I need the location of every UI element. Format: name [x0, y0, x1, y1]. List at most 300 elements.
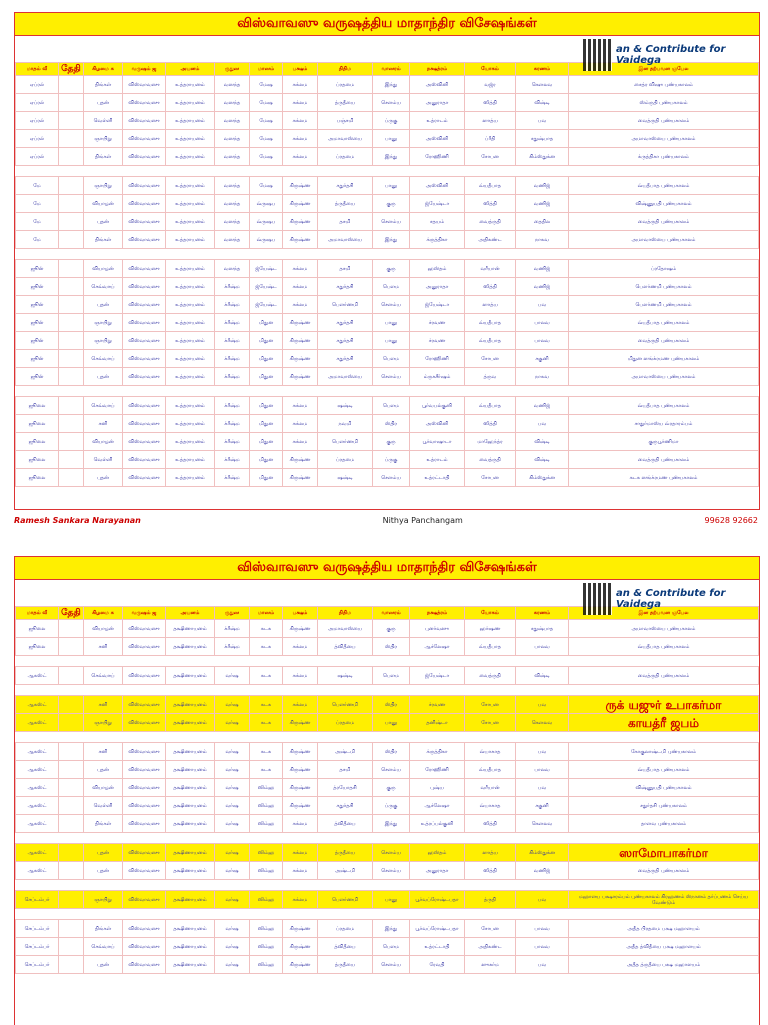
table-cell: பூர்வப்ரோஷ்டபதா	[410, 920, 465, 938]
column-header: மாதம் வீ	[16, 607, 59, 620]
table-cell: ஞாயிறு	[84, 891, 123, 909]
table-cell: சோபன	[465, 920, 516, 938]
event-cell: சதுர்தசி புண்யகாலம்	[569, 797, 759, 815]
table-cell: தக்ஷிணாயனம்	[166, 620, 215, 638]
table-cell: ம்ருகசீர்ஷம்	[410, 368, 465, 386]
table-cell: அஸ்வினி	[410, 177, 465, 195]
column-header: இன தற்பவன ஞபேல	[569, 63, 759, 76]
qr-code-icon	[583, 39, 612, 71]
table-cell: தக்ஷிணாயனம்	[166, 815, 215, 833]
table-cell: பானு	[373, 314, 410, 332]
table-row	[16, 761, 759, 779]
column-header: இன தற்பவன ஞபேல	[569, 607, 759, 620]
table-cell: ஞாயிறு	[84, 130, 123, 148]
table-cell: உத்தராயனம்	[166, 368, 215, 386]
table-cell: சோபன	[465, 696, 516, 714]
table-cell: சதுர்தசி	[318, 314, 373, 332]
table-cell	[59, 195, 84, 213]
table-cell: புதன்	[84, 368, 123, 386]
table-row	[16, 891, 759, 909]
page-2	[14, 556, 760, 1025]
event-cell: வ்யதீபாத புண்யகாலம்	[569, 314, 759, 332]
donate-banner[interactable]	[583, 579, 759, 619]
column-header: வாஸரம்	[373, 63, 410, 76]
table-cell: பவ	[516, 112, 569, 130]
table-cell: வஸந்த	[215, 195, 250, 213]
table-cell: சௌம்ய	[373, 296, 410, 314]
table-cell: சௌம்ய	[373, 844, 410, 862]
table-cell: பௌம	[373, 938, 410, 956]
table-cell: மிதுன	[250, 415, 283, 433]
table-cell: ஜ்யேஷ்டா	[410, 195, 465, 213]
table-cell: மிதுன	[250, 433, 283, 451]
table-cell: குரு	[373, 620, 410, 638]
table-cell: ஸ்திர	[373, 743, 410, 761]
table-cell: ஜூலை	[16, 620, 59, 638]
table-cell: திங்கள்	[84, 920, 123, 938]
event-cell: சாதுர்மாஸ்ய வ்ரதாரம்பம்	[569, 415, 759, 433]
event-cell: வ்யதீபாத புண்யகாலம்	[569, 177, 759, 195]
table-cell: ஜூலை	[16, 415, 59, 433]
table-cell: பவ	[516, 743, 569, 761]
table-cell: ப்ரதமை	[318, 76, 373, 94]
table-cell: வஸந்த	[215, 112, 250, 130]
table-cell: ப்ருகு	[373, 797, 410, 815]
table-cell: ப்ரதமை	[318, 714, 373, 732]
table-cell: செவ்வாய்	[84, 278, 123, 296]
table-cell: உத்தராயனம்	[166, 177, 215, 195]
table-cell: சௌம்ய	[373, 761, 410, 779]
table-cell: ஸித்தி	[465, 415, 516, 433]
table-cell: இந்து	[373, 231, 410, 249]
table-cell: பௌர்ணமி	[318, 433, 373, 451]
table-row	[16, 714, 759, 732]
table-cell: தக்ஷிணாயனம்	[166, 743, 215, 761]
table-cell: உத்தராயனம்	[166, 231, 215, 249]
table-cell: ஆச்லேஷா	[410, 797, 465, 815]
table-cell	[59, 696, 84, 714]
table-cell: விஸ்வாவஸு	[123, 797, 166, 815]
event-cell: அதீத த்ருதீயை பக்ஷ மஹாளயம்	[569, 956, 759, 974]
table-cell: கடக	[250, 638, 283, 656]
table-cell: சௌம்ய	[373, 956, 410, 974]
table-cell: பானு	[373, 891, 410, 909]
table-cell: ஆகஸ்ட்	[16, 815, 59, 833]
table-cell: வஜ்ர	[465, 76, 516, 94]
event-cell: அமாவாஸ்யை புண்யகாலம்	[569, 231, 759, 249]
table-cell: கடக	[250, 620, 283, 638]
donate-banner[interactable]	[583, 35, 759, 75]
table-cell: பாலவ	[516, 920, 569, 938]
table-row	[16, 909, 759, 920]
page-title: விஸ்வாவஸு வருஷத்திய மாதாந்திர விசேஷங்கள்	[15, 557, 759, 580]
table-cell: புனர்வஸு	[410, 620, 465, 638]
table-cell: ஸ்திர	[373, 415, 410, 433]
table-cell	[59, 177, 84, 195]
table-cell: ச்ரவண	[410, 332, 465, 350]
table-cell: வஸந்த	[215, 130, 250, 148]
table-cell: ஸ்திர	[373, 696, 410, 714]
table-cell: விஸ்வாவஸு	[123, 368, 166, 386]
column-header: தேதி	[59, 607, 84, 620]
table-cell: கிம்ஸ்துக்ன	[516, 844, 569, 862]
table-cell: வஸந்த	[215, 148, 250, 166]
table-cell: செவ்வாய்	[84, 667, 123, 685]
table-cell: வரீயான்	[465, 260, 516, 278]
banner-text: an & Contribute for Vaidega	[615, 44, 726, 66]
table-cell: உத்ரட்டாதி	[410, 469, 465, 487]
table-cell: அமாவாஸ்யை	[318, 130, 373, 148]
table-cell: ப்ருகு	[373, 112, 410, 130]
table-row	[16, 249, 759, 260]
event-cell: ப்ரதோஷம்	[569, 260, 759, 278]
event-cell: அதீத பிரதமை பக்ஷ மஹாளயம்	[569, 920, 759, 938]
table-cell: தக்ஷிணாயனம்	[166, 714, 215, 732]
table-cell	[59, 451, 84, 469]
table-cell: த்விதீயை	[318, 815, 373, 833]
table-cell: உத்தராயனம்	[166, 130, 215, 148]
table-cell: வஸந்த	[215, 94, 250, 112]
table-cell: உத்தராயனம்	[166, 296, 215, 314]
table-cell	[59, 714, 84, 732]
table-cell: விஸ்வாவஸு	[123, 862, 166, 880]
event-cell: அமாவாஸ்யை புண்யகாலம்	[569, 130, 759, 148]
column-header: கரணம்	[516, 607, 569, 620]
table-row	[16, 779, 759, 797]
table-cell: விஸ்வாவஸு	[123, 415, 166, 433]
table-cell: க்ரீஷ்ம	[215, 620, 250, 638]
table-cell: சகுனி	[516, 797, 569, 815]
table-row	[16, 415, 759, 433]
table-cell: த்ருதீயை	[318, 956, 373, 974]
table-cell: கிருஷ்ண	[283, 314, 318, 332]
table-cell: ச்ரவண	[410, 314, 465, 332]
table-cell: வணிஜ்	[516, 397, 569, 415]
table-cell: தசமி	[318, 761, 373, 779]
table-cell: நவமி	[318, 415, 373, 433]
table-cell: ஹர்ஷண	[465, 620, 516, 638]
event-cell: வைத்ருதி புண்யகாலம்	[569, 332, 759, 350]
table-cell: தக்ஷிணாயனம்	[166, 862, 215, 880]
table-cell: வ்யதீபாத	[465, 638, 516, 656]
table-cell: அதிகண்ட	[465, 231, 516, 249]
page-title: விஸ்வாவஸு வருஷத்திய மாதாந்திர விசேஷங்கள்	[15, 13, 759, 36]
table-cell: உத்தராயனம்	[166, 278, 215, 296]
table-cell: கிருஷ்ண	[283, 797, 318, 815]
table-cell: பௌம	[373, 278, 410, 296]
table-cell: வ்யதீபாத	[465, 332, 516, 350]
table-cell: இந்து	[373, 920, 410, 938]
table-row	[16, 278, 759, 296]
table-cell: சனி	[84, 415, 123, 433]
event-cell: மிதுன ஸங்க்ரமண புண்யகாலம்	[569, 350, 759, 368]
table-cell: வரீயான்	[465, 779, 516, 797]
table-row	[16, 732, 759, 743]
table-cell: விஸ்வாவஸு	[123, 451, 166, 469]
table-cell: த்விதீயை	[318, 638, 373, 656]
table-cell: ஜூலை	[16, 469, 59, 487]
table-row	[16, 844, 759, 862]
table-cell: வியாழன்	[84, 620, 123, 638]
table-cell: விஸ்வாவஸு	[123, 667, 166, 685]
column-header: வருஷம் ஜ	[123, 63, 166, 76]
table-cell: தக்ஷிணாயனம்	[166, 797, 215, 815]
table-row	[16, 880, 759, 891]
table-cell: ப்ரதமை	[318, 920, 373, 938]
table-cell: விஸ்வாவஸு	[123, 761, 166, 779]
table-cell: ஜூன்	[16, 296, 59, 314]
table-cell: உத்ரப்பல்குனி	[410, 815, 465, 833]
table-cell: அஸ்வினி	[410, 76, 465, 94]
table-cell: சுக்லம	[283, 415, 318, 433]
column-header: தேதி	[59, 63, 84, 76]
phone-number: 99628 92662	[704, 516, 758, 525]
column-header: யோகம்	[465, 607, 516, 620]
table-cell: ப்ரதமை	[318, 451, 373, 469]
table-cell: திங்கள்	[84, 231, 123, 249]
table-cell: புதன்	[84, 94, 123, 112]
table-cell: பாலவ	[516, 314, 569, 332]
table-row	[16, 862, 759, 880]
table-row	[16, 314, 759, 332]
table-cell: விஸ்வாவஸு	[123, 112, 166, 130]
table-cell: ஞாயிறு	[84, 332, 123, 350]
table-cell: வர்ஷ	[215, 667, 250, 685]
table-row	[16, 177, 759, 195]
event-cell: வ்யதீபாத புண்யகாலம்	[569, 397, 759, 415]
table-cell: ப்ருகு	[373, 451, 410, 469]
table-cell: அனுராதா	[410, 278, 465, 296]
table-cell: வர்ஷ	[215, 938, 250, 956]
table-cell: ஜூலை	[16, 397, 59, 415]
table-cell: அஸ்வினி	[410, 415, 465, 433]
table-cell: வெள்ளி	[84, 112, 123, 130]
table-row	[16, 166, 759, 177]
table-cell: ஆகஸ்ட்	[16, 779, 59, 797]
table-cell: தக்ஷிணாயனம்	[166, 920, 215, 938]
table-cell: விஸ்வாவஸு	[123, 620, 166, 638]
table-cell: வர்ஷ	[215, 891, 250, 909]
table-cell: ஆகஸ்ட்	[16, 844, 59, 862]
table-cell: சதுர்தசி	[318, 350, 373, 368]
table-cell: கடக	[250, 743, 283, 761]
table-cell: ஸிம்ஹ	[250, 815, 283, 833]
table-cell: பௌர்ணமி	[318, 296, 373, 314]
table-cell: ஸிம்ஹ	[250, 797, 283, 815]
table-cell: கிருஷ்ண	[283, 231, 318, 249]
event-cell: அமாவாஸ்யை புண்யகாலம்	[569, 620, 759, 638]
table-cell: த்ரயோதசி	[318, 779, 373, 797]
table-cell: கிம்ஸ்துக்ன	[516, 469, 569, 487]
table-cell: ப்ரதமை	[318, 148, 373, 166]
table-cell: ஆச்லேஷா	[410, 638, 465, 656]
table-cell	[59, 862, 84, 880]
event-cell: ஸாமோபாகர்மா	[569, 844, 759, 862]
table-cell: ஷஷ்டி	[318, 469, 373, 487]
table-cell: ரேவதி	[410, 956, 465, 974]
table-cell: மே	[16, 231, 59, 249]
table-cell: வைத்ருதி	[465, 451, 516, 469]
column-header: கரணம்	[516, 63, 569, 76]
table-cell: சுக்லம	[283, 130, 318, 148]
table-cell: விஸ்வாவஸு	[123, 638, 166, 656]
table-cell: ஷஷ்டி	[318, 667, 373, 685]
table-cell: புதன்	[84, 844, 123, 862]
table-cell: சுக்லம	[283, 296, 318, 314]
table-cell	[59, 350, 84, 368]
table-row	[16, 397, 759, 415]
table-cell: உத்தராயனம்	[166, 469, 215, 487]
table-cell	[59, 797, 84, 815]
table-cell: விஸ்வாவஸு	[123, 76, 166, 94]
table-cell	[59, 667, 84, 685]
table-cell: புதன்	[84, 296, 123, 314]
table-cell: மிதுன	[250, 332, 283, 350]
table-cell: வியாழன்	[84, 195, 123, 213]
table-cell: கிம்ஸ்துக்ன	[516, 148, 569, 166]
event-cell: விஷ்ணுபதி புண்யகாலம்	[569, 195, 759, 213]
table-cell: வர்ஷ	[215, 714, 250, 732]
table-row	[16, 620, 759, 638]
table-cell: சுக்லம	[283, 696, 318, 714]
table-cell: கிருஷ்ண	[283, 620, 318, 638]
table-cell: மேஷ	[250, 112, 283, 130]
event-cell: வ்யதீபாத புண்யகாலம்	[569, 638, 759, 656]
table-cell: ஸ்திர	[373, 638, 410, 656]
table-cell: விஸ்வாவஸு	[123, 714, 166, 732]
table-cell: வர்ஷ	[215, 862, 250, 880]
event-cell: ஸ்ம்ருதி புண்யகாலம்	[569, 94, 759, 112]
table-cell: மே	[16, 177, 59, 195]
table-row	[16, 920, 759, 938]
table-cell: சௌம்ய	[373, 94, 410, 112]
table-row	[16, 743, 759, 761]
table-row	[16, 112, 759, 130]
table-cell: விஸ்வாவஸு	[123, 844, 166, 862]
table-cell: கிருஷ்ண	[283, 368, 318, 386]
table-cell: விஸ்வாவஸு	[123, 260, 166, 278]
table-cell: த்விதீயை	[318, 938, 373, 956]
table-cell: விஸ்வாவஸு	[123, 920, 166, 938]
table-cell	[59, 213, 84, 231]
table-cell: மிதுன	[250, 314, 283, 332]
table-cell	[59, 891, 84, 909]
table-cell: கடக	[250, 714, 283, 732]
table-cell: ஆகஸ்ட்	[16, 743, 59, 761]
table-cell	[59, 638, 84, 656]
table-row	[16, 833, 759, 844]
table-cell: பானு	[373, 714, 410, 732]
table-cell: சௌம்ய	[373, 862, 410, 880]
table-cell: ஞாயிறு	[84, 714, 123, 732]
table-cell: உத்தராயனம்	[166, 350, 215, 368]
table-cell: ஜூன்	[16, 332, 59, 350]
event-cell: தாளவ புண்யகாலம்	[569, 815, 759, 833]
table-cell: விஸ்வாவஸு	[123, 815, 166, 833]
table-cell: ஆகஸ்ட்	[16, 667, 59, 685]
table-cell: ஞாயிறு	[84, 177, 123, 195]
table-row	[16, 656, 759, 667]
table-cell: இந்து	[373, 76, 410, 94]
table-cell: ஸித்தி	[465, 195, 516, 213]
table-cell: சௌம்ய	[373, 469, 410, 487]
table-cell	[59, 938, 84, 956]
table-cell: ஹஸ்தம்	[410, 844, 465, 862]
table-cell: விஸ்வாவஸு	[123, 696, 166, 714]
table-cell: உத்தராயனம்	[166, 76, 215, 94]
table-cell: வர்ஷ	[215, 779, 250, 797]
table-cell: விஷ்டி	[516, 94, 569, 112]
event-cell: வைத்ருதி புண்யகாலம்	[569, 667, 759, 685]
table-row	[16, 667, 759, 685]
table-cell: சுக்லம	[283, 278, 318, 296]
table-cell: அனுராதா	[410, 94, 465, 112]
table-row	[16, 938, 759, 956]
table-cell: ரோஹிணி	[410, 761, 465, 779]
table-cell	[59, 368, 84, 386]
table-cell: வணிஜ்	[516, 195, 569, 213]
calendar-table	[15, 62, 759, 487]
table-cell: குரு	[373, 260, 410, 278]
table-cell: விஸ்வாவஸு	[123, 94, 166, 112]
table-cell: ஸிம்ஹ	[250, 862, 283, 880]
table-cell: உத்ரட்டாதி	[410, 938, 465, 956]
table-cell: விஸ்வாவஸு	[123, 779, 166, 797]
table-cell: கௌலவ	[516, 815, 569, 833]
table-cell: ஆகஸ்ட்	[16, 862, 59, 880]
table-cell: பாலவ	[516, 938, 569, 956]
table-cell: அஸ்வினி	[410, 130, 465, 148]
table-cell: கடக	[250, 667, 283, 685]
table-cell: க்ரீஷ்ம	[215, 397, 250, 415]
table-cell: விஸ்வாவஸு	[123, 956, 166, 974]
table-cell: வணிஜ்	[516, 862, 569, 880]
table-cell: வ்யதீபாத	[465, 761, 516, 779]
event-cell: வைத்ருதி புண்யகாலம்	[569, 112, 759, 130]
table-cell: கௌலவ	[516, 76, 569, 94]
table-cell: சுக்லம	[283, 94, 318, 112]
table-cell: மேஷ	[250, 130, 283, 148]
table-cell: கிருஷ்ண	[283, 938, 318, 956]
table-cell: கடக	[250, 761, 283, 779]
table-cell: உத்தராயனம்	[166, 148, 215, 166]
table-cell: பானு	[373, 177, 410, 195]
column-header: பக்ஷம்	[283, 63, 318, 76]
table-cell	[59, 76, 84, 94]
table-cell: சோபன	[465, 469, 516, 487]
table-cell: ஸிம்ஹ	[250, 956, 283, 974]
table-cell: பாலவ	[516, 638, 569, 656]
table-cell: த்ருதீயை	[318, 94, 373, 112]
event-cell: காயத்ரீ ஜபம்	[569, 714, 759, 732]
table-row	[16, 386, 759, 397]
table-row	[16, 797, 759, 815]
table-cell: கௌலவ	[516, 714, 569, 732]
table-row	[16, 469, 759, 487]
table-cell: வர்ஷ	[215, 844, 250, 862]
table-cell: விஷ்டி	[516, 451, 569, 469]
table-cell: விஸ்வாவஸு	[123, 743, 166, 761]
table-row	[16, 296, 759, 314]
table-cell: மே	[16, 213, 59, 231]
table-cell: பௌர்ணமி	[318, 891, 373, 909]
table-cell: விஸ்வாவஸு	[123, 938, 166, 956]
table-cell: வியாழன்	[84, 779, 123, 797]
table-cell: விஸ்வாவஸு	[123, 195, 166, 213]
table-cell: வர்ஷ	[215, 815, 250, 833]
table-cell: சதுர்தசி	[318, 177, 373, 195]
author-name: Ramesh Sankara Narayanan	[14, 516, 141, 525]
